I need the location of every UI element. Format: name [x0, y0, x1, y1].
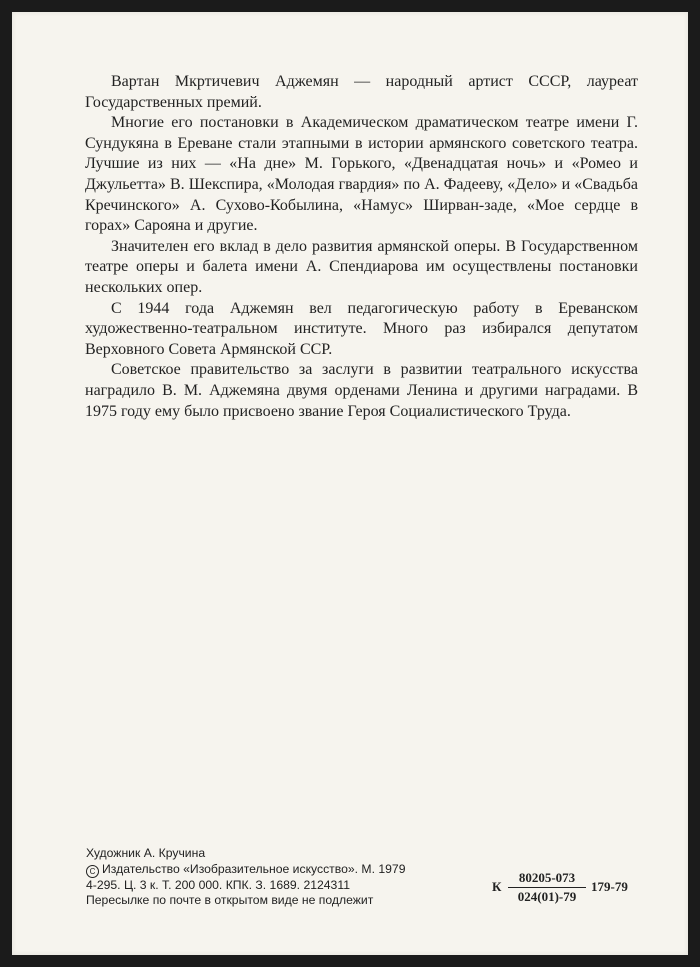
paragraph-productions: Многие его постановки в Академическом драматическом театре имени Г. Сундукяна в Ереване стали этапными в истории армянского советского театра. Лучшие из них — «На дне» М. Горького, «Двенадцатая ночь» и «Ромео и Джульетта» В. Шекспира, «Молодая гвардия» по А. Фадееву, «Дело» и «Свадьба Кречинского» А. Сухово-Кобылина, «Намус» Ширван-заде, «Мое сердце в горах» Сарояна и другие.: [85, 114, 638, 235]
paragraph-awards: Советское правительство за заслуги в развитии театрального искусства наградило В. М. Аджемяна двумя орденами Ленина и другими наградами. В 1975 году ему было присвоено звание Героя Социалистического Труда.: [85, 361, 638, 420]
print-info: 4-295. Ц. 3 к. Т. 200 000. КПК. З. 1689. 2124311: [86, 877, 350, 892]
publisher-text: Издательство «Изобразительное искусство». М. 1979: [102, 861, 406, 876]
index-prefix: К: [492, 879, 502, 894]
imprint-block: [86, 846, 405, 909]
index-suffix: 179-79: [591, 879, 628, 894]
copyright-icon: C: [86, 865, 99, 878]
artist-credit: Художник А. Кручина: [86, 846, 206, 860]
biography-text: [85, 72, 638, 422]
paragraph-opera: Значителен его вклад в дело развития армянской оперы. В Государственном театре оперы и балета имени А. Спендиарова им осуществлены постановки нескольких опер.: [85, 237, 638, 296]
publisher-line: [86, 862, 405, 878]
index-fraction: [508, 870, 586, 906]
index-denominator: 024(01)-79: [517, 889, 577, 904]
postcard-back: [12, 12, 688, 955]
paragraph-intro: Вартан Мкртичевич Аджемян — народный артист СССР, лауреат Государственных премий.: [85, 73, 638, 111]
paragraph-teaching: С 1944 года Аджемян вел педагогическую работу в Ереванском художественно-театральном институте. Много раз избирался депутатом Верховного Совета Армянской ССР.: [85, 299, 638, 358]
index-numerator: 80205-073: [508, 870, 586, 888]
mail-note: Пересылке по почте в открытом виде не подлежит: [86, 893, 374, 908]
